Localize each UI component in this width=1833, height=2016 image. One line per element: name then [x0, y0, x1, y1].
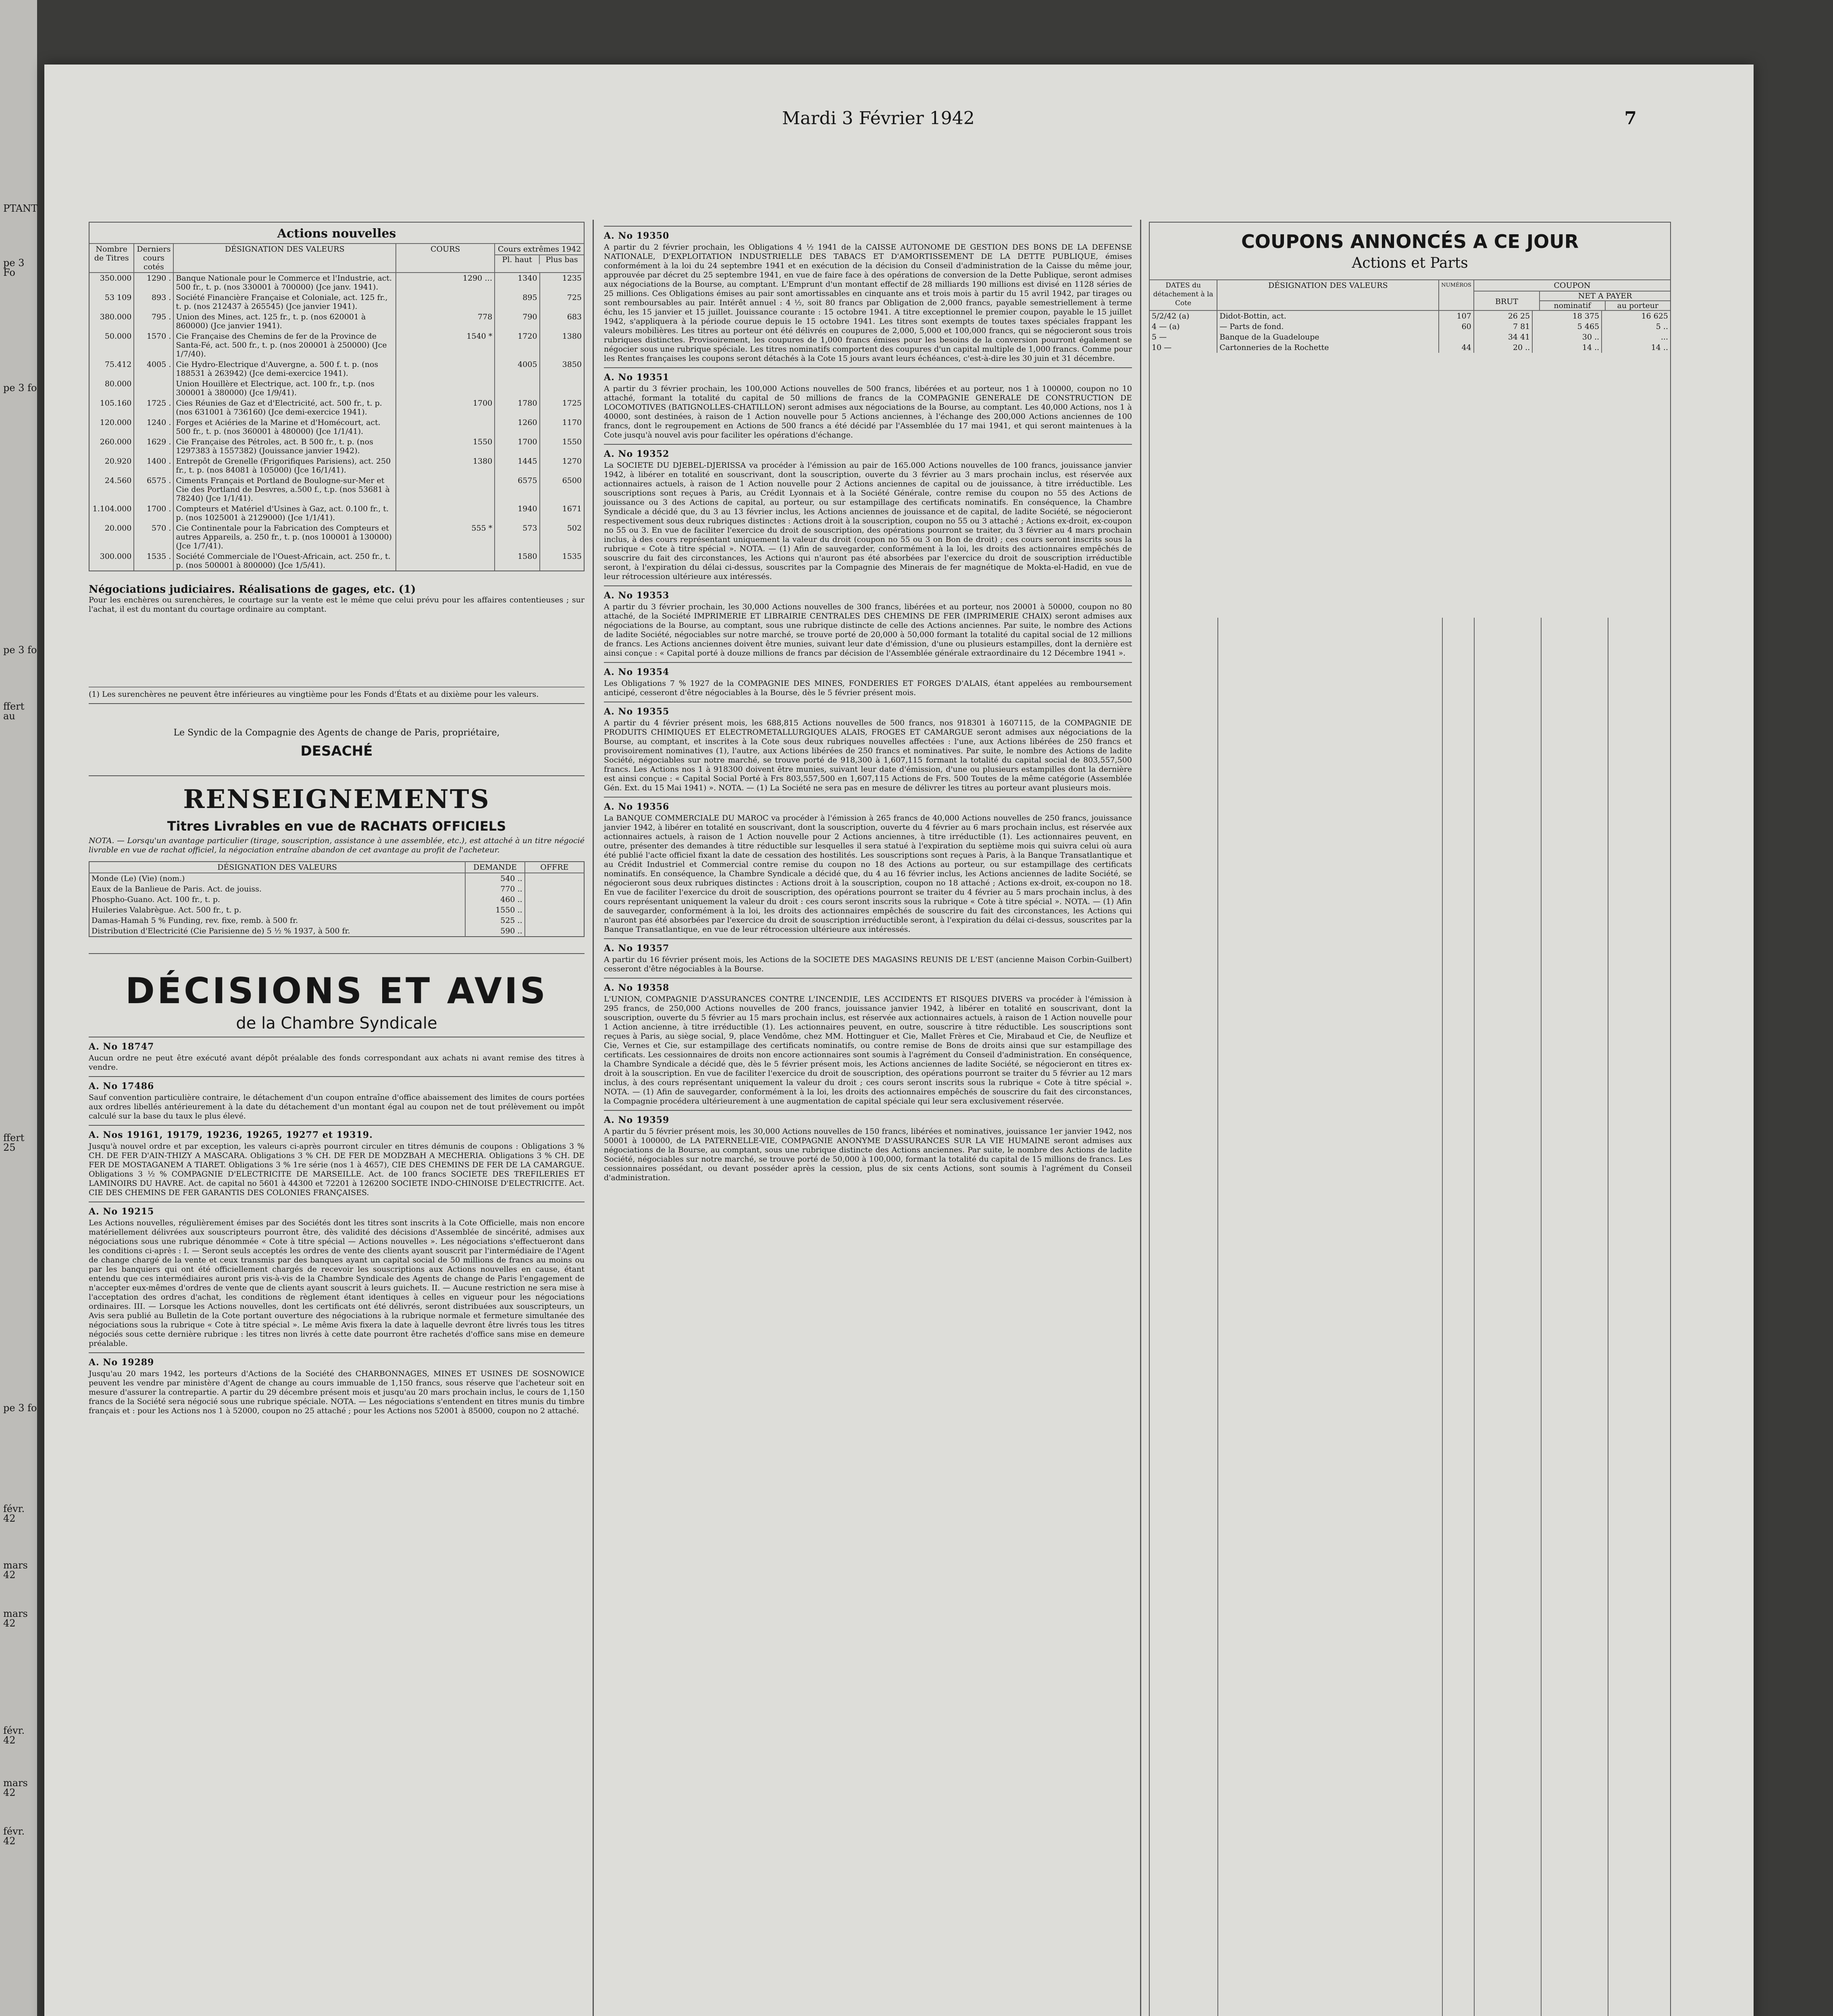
table-row: [89, 273, 584, 292]
notice-reference: A. Nos 19161, 19179, 19236, 19265, 19277 et 19319.: [89, 1130, 373, 1140]
col-header-group: COUPON BRUT NET A PAYER nominatif au porteur: [1474, 280, 1670, 310]
margin-label: pe 3 fo: [3, 644, 37, 656]
notice-item: [604, 938, 1132, 974]
cell-brut: 34 41: [1474, 332, 1532, 342]
cell-designation: Huileries Valabrègue. Act. 500 fr., t. p.: [92, 906, 241, 914]
cell-cours: 1540 *: [396, 331, 495, 359]
cell-dernier: 1290 .: [134, 273, 173, 292]
col-header: COURS: [396, 244, 495, 273]
cell-nombre: 24.560: [104, 476, 132, 485]
margin-label: pe 3 fo: [3, 1402, 37, 1414]
cell-haut: 1580: [495, 551, 539, 571]
cell-dernier: 6575 .: [134, 475, 173, 504]
notice-item: [604, 444, 1132, 581]
cell-porteur: 5 ..: [1602, 321, 1670, 332]
cell-designation: Monde (Le) (Vie) (nom.): [92, 874, 185, 883]
renseignements-section: [89, 784, 585, 937]
notice-item: [604, 367, 1132, 440]
cell-nombre: 80.000: [104, 379, 132, 388]
negociations-text: Pour les enchères ou surenchères, le courtage sur la vente est le même que celui prévu pour les affaires contentieuses ; sur l'achat, il est du montant du courtage ordinaire au comptant.: [89, 596, 585, 614]
notice-text: Jusqu'à nouvel ordre et par exception, les valeurs ci-après pourront circuler en titres démunis de coupons : Obligations 3 % CH. DE FER D'AIN-THIZY A MASCARA. Obligations 3 % CH. DE FER DE MODZBAH A MECHERIA. Obligations 3 % CH. DE FER DE MOSTAGANEM A TIARET. Obligations 3 % 1re série (nos 1 à 4657), CIE DES CHEMINS DE FER DE LA CAMARGUE. Obligations 3 ½ % COMPAGNIE D'ELECTRICITE DE MARSEILLE. Act. de 100 francs SOCIETE DES TREFILERIES ET LAMINOIRS DU HAVRE. Act. de capital no 5601 à 44300 et 72201 à 126200 SOCIETE INDO-CHINOISE D'ELECTRICITE. Act. CIE DES CHEMINS DE FER GARANTIS DES COLONIES FRANÇAISES.: [89, 1142, 585, 1197]
column-right: [1149, 222, 1671, 2016]
cell-porteur: ...: [1602, 332, 1670, 342]
cell-bas: [540, 379, 584, 398]
cell-demande: 770 ..: [465, 884, 524, 894]
notice-item: [89, 1352, 585, 1416]
cell-designation: Phospho-Guano. Act. 100 fr., t. p.: [92, 895, 221, 904]
table-row: [89, 312, 584, 331]
table-row: [89, 873, 584, 884]
table-row: [89, 926, 584, 937]
notice-text: Sauf convention particulière contraire, le détachement d'un coupon entraîne d'office abaissement des limites de cours portées aux ordres libellés antérieurement à la date du détachement d'un montant égal au coupon net de tout prélèvement ou impôt calculé sur la base du taux le plus élevé.: [89, 1093, 585, 1120]
cell-nombre: 120.000: [100, 418, 132, 427]
cell-nombre: 20.000: [104, 524, 132, 533]
cell-cours: [396, 417, 495, 437]
cell-dernier: 1240 .: [134, 417, 173, 437]
notice-reference: A. No 19350: [604, 231, 670, 241]
cell-offre: [525, 884, 584, 894]
table-row: [89, 551, 584, 571]
syndic-name: DESACHÉ: [300, 743, 373, 759]
notice-text: La SOCIETE DU DJEBEL-DJERISSA va procéder à l'émission au pair de 165.000 Actions nouvelles de 100 francs, jouissance janvier 1942, à libérer en totalité en souscrivant, dont la souscription, ouverte du 3 février au 3 mars prochain inclus, est réservée aux actionnaires actuels, à raison de 1 Action nouvelle pour 2 Actions anciennes de capital ou de jouissance, à titre irréductible. Les souscriptions sont reçues à Paris, au Crédit Lyonnais et à la Société Générale, contre remise du coupon no 55 des Actions de jouissance ou 3 des Actions de capital, au porteur, ou sur estampillage des certificats nominatifs. En conséquence, la Chambre Syndicale a décidé que, du 3 au 13 février inclus, les Actions anciennes de jouissance et de capital, de ladite Société, se négocieront respectivement sous deux rubriques distinctes : Actions droit à la souscription, coupon no 55 ou 3 attaché ; Actions ex-droit, ex-coupon no 55 ou 3. En vue de faciliter l'exercice du droit de souscription, des opérations pourront se traiter, du 3 février au 4 mars prochain inclus, à des cours représentant uniquement la valeur du droit (coupon no 55 ou 3 on Bon de droit) ; ces cours seront inscrits sous la rubrique « Cote à titre spécial ». NOTA. — (1) Afin de sauvegarder, conformément à la loi, les droits des actionnaires empêchés de souscrire du fait des circonstances, les Actions qui n'auront pas été absorbées par l'exercice du droit de souscription irréductible seront, à l'expiration du délai ci-dessus, souscrites par la Compagnie des Minerais de fer magnétique de Mokta-el-Hadid, en vue de leur rétrocession ultérieure aux intéressés.: [604, 461, 1132, 581]
cell-offre: [525, 915, 584, 926]
margin-label: ffert 25: [3, 1132, 25, 1153]
cell-nombre: 1.104.000: [92, 504, 132, 513]
margin-label: mars 42: [3, 1608, 28, 1629]
cell-haut: 4005: [495, 359, 539, 379]
cell-offre: [525, 926, 584, 937]
cell-haut: 895: [495, 292, 539, 312]
negociations-footnote: (1) Les surenchères ne peuvent être inférieures au vingtième pour les Fonds d'États et au dixième pour les valeurs.: [89, 687, 585, 699]
previous-page-edge: [0, 0, 37, 2016]
notice-text: A partir du 16 février présent mois, les Actions de la SOCIETE DES MAGASINS REUNIS DE L'EST (ancienne Maison Corbin-Guilbert) cesseront d'être négociables à la Bourse.: [604, 955, 1132, 973]
cell-dernier: 1535 .: [134, 551, 173, 571]
coupons-subtitle: Actions et Parts: [1352, 255, 1468, 271]
coupons-empty-columns: [1150, 618, 1670, 2016]
cell-demande: 1550 ..: [465, 905, 524, 915]
cell-cours: [396, 475, 495, 504]
column-rule: [593, 220, 594, 2016]
cell-bas: 1235: [540, 273, 584, 292]
notice-item: [604, 1110, 1132, 1183]
cell-bas: 1725: [540, 398, 584, 417]
cell-nombre: 300.000: [100, 552, 132, 561]
col-header: Nombre de Titres: [89, 244, 134, 273]
cell-designation: Cie Continentale pour la Fabrication des Compteurs et autres Appareils, a. 250 fr., t. p. (nos 100001 à 130000) (Jce 1/7/41).: [173, 523, 396, 551]
table-row: [89, 523, 584, 551]
notice-text: A partir du 2 février prochain, les Obligations 4 ½ 1941 de la CAISSE AUTONOME DE GESTION DES BONS DE LA DEFENSE NATIONALE, D'EXPLOITATION INDUSTRIELLE DES TABACS ET D'AMORTISSEMENT DE LA DETTE PUBLIQUE, émises conformément à la loi du 24 septembre 1941 et en exécution de la décision du Conseil d'administration de la Caisse du même jour, approuvée par décret du 25 septembre 1941, en vue de faire face à des opérations de conversion de la Dette Publique, seront admises aux négociations de la Bourse, au comptant. L'Emprunt d'un montant effectif de 28 milliards 190 millions est divisé en 1128 séries de 25 millions. Ces Obligations émises au pair sont amortissables en cinquante ans et trois mois à partir du 15 avril 1942, par tirages ou sont remboursables au pair. Intérêt annuel : 4 ½, soit 80 francs par Obligation de 2,000 francs, payable semestriellement à terme échu, les 15 janvier et 15 juillet. Jouissance courante : 15 octobre 1941. A titre exceptionnel le premier coupon, payable le 15 juillet 1942, s'appliquera à la période courue depuis le 15 octobre 1941. Les titres sont exempts de toutes taxes spéciales frappant les valeurs mobilières. Les titres au porteur ont été délivrés en coupures de 2,000, 5,000 et 100,000 francs, qui se négocieront sous trois rubriques distinctes. Provisoirement, les coupures de 1,000 francs émises pour les besoins de la conversion pourront également se négocier sous une rubrique spéciale. Les titres nominatifs comportent des coupures d'un capital multiple de 1,000 francs. Comme pour les Rentes françaises les coupons seront détachés à la Cote 15 jours avant leurs échéances, c'est-à-dire les 30 juin et 31 décembre.: [604, 243, 1132, 363]
notice-item: [89, 1202, 585, 1348]
margin-label: pe 3 Fo: [3, 257, 25, 278]
table-row: [1150, 342, 1670, 353]
page-header: [605, 108, 1637, 132]
notice-reference: A. No 19355: [604, 706, 670, 717]
table-row: [89, 894, 584, 905]
notice-item: [604, 702, 1132, 793]
cell-dernier: 1629 .: [134, 437, 173, 456]
notice-reference: A. No 19358: [604, 983, 670, 993]
cell-bas: 1550: [540, 437, 584, 456]
renseignements-subtitle: Titres Livrables en vue de RACHATS OFFICIELS: [167, 818, 506, 834]
table-row: [89, 915, 584, 926]
col-header: DEMANDE: [465, 862, 524, 873]
cell-nominatif: 5 465: [1532, 321, 1602, 332]
col-header-group: Cours extrêmes 1942 Pl. haut Plus bas: [495, 244, 584, 273]
margin-label: févr. 42: [3, 1503, 25, 1524]
cell-haut: 1940: [495, 504, 539, 523]
rachats-table: [89, 861, 585, 937]
cell-nombre: 50.000: [104, 332, 132, 341]
notice-item: [604, 662, 1132, 698]
cell-haut: 1780: [495, 398, 539, 417]
cell-bas: 1270: [540, 456, 584, 475]
notice-text: A partir du 3 février prochain, les 30,000 Actions nouvelles de 300 francs, libérées et au porteur, nos 20001 à 50000, coupon no 80 attaché, de la Société IMPRIMERIE ET LIBRAIRIE CENTRALES DES CHEMINS DE FER (IMPRIMERIE CHAIX) seront admises aux négociations de la Bourse, au comptant, sous une rubrique distincte de celle des Actions anciennes. Par suite, le nombre des Actions de ladite Société, négociables sur notre marché, se trouve porté de 20,000 à 50,000 formant la totalité du capital social de 12 millions de francs. Les Actions anciennes doivent être munies, suivant leur date d'émission, d'une ou plusieurs estampilles, dont la dernière est ainsi conçue : « Capital porté à douze millions de francs par décision de l'Assemblée générale extraordinaire du 12 Décembre 1941 ».: [604, 602, 1132, 658]
notice-text: A partir du 4 février présent mois, les 688,815 Actions nouvelles de 500 francs, nos 918301 à 1607115, de la COMPAGNIE DE PRODUITS CHIMIQUES ET ELECTROMETALLURGIQUES ALAIS, FROGES ET CAMARGUE seront admises aux négociations de la Bourse, au comptant, et inscrites à la Cote sous deux rubriques nouvelles affectées : l'une, aux Actions libérées de 250 francs et provisoirement nominatives (1), l'autre, aux Actions libérées de 250 francs et nominatives. Par suite, le nombre des Actions de ladite Société, négociables sur notre marché, se trouve porté de 918,300 à 1,607,115 formant la totalité du capital social de 803,557,500 francs. Les Actions nos 1 à 918300 doivent être munies, suivant leur date d'émission, d'une ou plusieurs estampilles dont la dernière est ainsi conçue : « Capital Social Porté à Frs 803,557,500 en 1,607,115 Actions de Frs. 500 Toutes de la même catégorie (Assemblée Gén. Ext. du 15 Mai 1941) ». NOTA. — (1) La Société ne sera pas en mesure de délivrer les titres au porteur avant plusieurs mois.: [604, 719, 1132, 792]
column-middle: [604, 222, 1132, 2016]
col-header: DÉSIGNATION DES VALEURS: [89, 862, 465, 873]
cell-cours: [396, 551, 495, 571]
col-header: OFFRE: [525, 862, 584, 873]
notice-reference: A. No 19289: [89, 1357, 154, 1368]
cell-nominatif: 30 ..: [1532, 332, 1602, 342]
notice-reference: A. No 19353: [604, 590, 670, 601]
table-row: [89, 359, 584, 379]
cell-haut: 1340: [495, 273, 539, 292]
table-row: [89, 417, 584, 437]
notice-item: [604, 978, 1132, 1106]
cell-bas: 6500: [540, 475, 584, 504]
cell-cours: 1290 …: [396, 273, 495, 292]
cell-offre: [525, 905, 584, 915]
cell-designation: Cie Hydro-Electrique d'Auvergne, a. 500 f. t. p. (nos 188531 à 263942) (Jce demi-exercice 1941).: [173, 359, 396, 379]
page-number: 7: [1624, 108, 1637, 129]
cell-designation: Cie Française des Chemins de fer de la Province de Santa-Fé, act. 500 fr., t. p. (nos 200001 à 250000) (Jce 1/7/40).: [173, 331, 396, 359]
actions-nouvelles-title: Actions nouvelles: [277, 227, 396, 241]
cell-designation: Banque Nationale pour le Commerce et l'Industrie, act. 500 fr., t. p. (nos 330001 à 700000) (Jce janv. 1941).: [173, 273, 396, 292]
notice-item: [604, 797, 1132, 934]
cell-bas: 502: [540, 523, 584, 551]
renseignements-note: NOTA. — Lorsqu'un avantage particulier (tirage, souscription, assistance à une assemblée, etc.), est attaché à un titre négocié livrable en vue de rachat officiel, la négociation entraîne abandon de cet avantage au profit de l'acheteur.: [89, 836, 585, 854]
margin-label: mars 42: [3, 1777, 28, 1798]
margin-label: PTANT: [3, 203, 38, 214]
notice-item: [89, 1125, 585, 1198]
cell-cours: 778: [396, 312, 495, 331]
cell-designation: Cartonneries de la Rochette: [1217, 342, 1439, 353]
issue-date: Mardi 3 Février 1942: [782, 108, 975, 129]
cell-bas: 1535: [540, 551, 584, 571]
cell-designation: Entrepôt de Grenelle (Frigorifiques Parisiens), act. 250 fr., t. p. (nos 84081 à 105000) (Jce 16/1/41).: [173, 456, 396, 475]
cell-bas: 683: [540, 312, 584, 331]
cell-designation: Union Houillère et Electrique, act. 100 fr., t.p. (nos 300001 à 380000) (Jce 1/9/41).: [173, 379, 396, 398]
cell-nominatif: 18 375: [1532, 310, 1602, 321]
cell-demande: 540 ..: [465, 873, 524, 884]
cell-bas: 725: [540, 292, 584, 312]
decisions-subtitle: de la Chambre Syndicale: [236, 1014, 437, 1033]
cell-numero: 60: [1439, 321, 1473, 332]
cell-haut: 6575: [495, 475, 539, 504]
cell-nombre: 53 109: [104, 293, 132, 302]
col-header: DÉSIGNATION DES VALEURS: [173, 244, 396, 273]
cell-designation: — Parts de fond.: [1217, 321, 1439, 332]
table-row: [89, 504, 584, 523]
table-row: [1150, 332, 1670, 342]
cell-designation: Cies Réunies de Gaz et d'Electricité, act. 500 fr., t. p. (nos 631001 à 736160) (Jce demi-exercice 1941).: [173, 398, 396, 417]
negociations-title: Négociations judiciaires. Réalisations de gages, etc. (1): [89, 583, 416, 596]
cell-cours: 1550: [396, 437, 495, 456]
notice-reference: A. No 19354: [604, 667, 670, 677]
cell-designation: Société Financière Française et Coloniale, act. 125 fr., t. p. (nos 212437 à 265545) (Jce janvier 1941).: [173, 292, 396, 312]
coupons-box: [1149, 222, 1671, 2016]
col-header: DÉSIGNATION DES VALEURS: [1217, 280, 1439, 310]
cell-bas: 3850: [540, 359, 584, 379]
cell-haut: 1700: [495, 437, 539, 456]
table-row: [89, 398, 584, 417]
margin-label: mars 42: [3, 1560, 28, 1581]
cell-cours: [396, 359, 495, 379]
cell-brut: 7 81: [1474, 321, 1532, 332]
margin-label: févr. 42: [3, 1725, 25, 1746]
column-rule: [1140, 220, 1141, 2016]
cell-designation: Union des Mines, act. 125 fr., t. p. (nos 620001 à 860000) (Jce janvier 1941).: [173, 312, 396, 331]
table-row: [1150, 321, 1670, 332]
cell-designation: Cie Française des Pétroles, act. B 500 fr., t. p. (nos 1297383 à 1557382) (Jouissance janvier 1942).: [173, 437, 396, 456]
cell-dernier: 1400 .: [134, 456, 173, 475]
cell-dernier: 1570 .: [134, 331, 173, 359]
notice-reference: A. No 19359: [604, 1115, 670, 1125]
cell-haut: 1260: [495, 417, 539, 437]
notice-reference: A. No 19352: [604, 449, 670, 459]
actions-nouvelles-table: [89, 243, 584, 571]
notice-reference: A. No 18747: [89, 1041, 154, 1052]
renseignements-title: RENSEIGNEMENTS: [183, 784, 490, 814]
notice-text: Jusqu'au 20 mars 1942, les porteurs d'Actions de la Société des CHARBONNAGES, MINES ET USINES DE SOSNOWICE peuvent les vendre par ministère d'Agent de change au cours immuable de 1,150 francs, sous réserve que l'acheteur soit en mesure d'assurer la contrepartie. A partir du 29 décembre présent mois et jusqu'au 20 mars prochain inclus, le cours de 1,150 francs de la Société sera négocié sous une rubrique spéciale. NOTA. — Les négociations s'entendent en titres munis du timbre français et : pour les Actions nos 1 à 52000, coupon no 25 attaché ; pour les Actions nos 52001 à 85000, coupon no 2 attaché.: [89, 1369, 585, 1415]
decisions-title: DÉCISIONS ET AVIS: [125, 970, 548, 1012]
notice-item: [89, 1037, 585, 1072]
col-header: DATES du détachement à la Cote: [1150, 280, 1217, 310]
notice-item: [89, 1076, 585, 1121]
cell-brut: 26 25: [1474, 310, 1532, 321]
cell-numero: 44: [1439, 342, 1473, 353]
cell-dernier: 795 .: [134, 312, 173, 331]
column-left: [89, 222, 585, 2016]
margin-label: pe 3 fo: [3, 382, 37, 394]
cell-haut: 573: [495, 523, 539, 551]
cell-dernier: 4005 .: [134, 359, 173, 379]
cell-haut: 1445: [495, 456, 539, 475]
cell-date: 4 — (a): [1152, 322, 1180, 331]
cell-designation: Compteurs et Matériel d'Usines à Gaz, act. 0.100 fr., t. p. (nos 1025001 à 2129000) (Jce 1/1/41).: [173, 504, 396, 523]
actions-nouvelles-box: [89, 222, 585, 571]
cell-numero: 107: [1439, 310, 1473, 321]
coupons-table: [1150, 279, 1670, 353]
col-header: Derniers cours cotés: [134, 244, 173, 273]
cell-designation: Société Commerciale de l'Ouest-Africain, act. 250 fr., t. p. (nos 500001 à 800000) (Jce 1/5/41).: [173, 551, 396, 571]
col-header: NUMÉROS: [1439, 280, 1473, 310]
cell-cours: [396, 379, 495, 398]
negociations-section: [89, 583, 585, 699]
table-row: [89, 884, 584, 894]
notice-text: La BANQUE COMMERCIALE DU MAROC va procéder à l'émission à 265 francs de 40,000 Actions nouvelles de 250 francs, jouissance janvier 1942, à libérer en totalité en souscrivant, dont la souscription, ouverte du 4 février au 6 mars prochain inclus, est réservée aux actionnaires actuels, à raison de 1 Action nouvelle pour 2 Actions anciennes, à titre irréductible (1). Les actionnaires peuvent, en outre, présenter des demandes à titre réductible sur lesquelles il sera statué à l'expiration du septième mois qui suivra celui où aura été publié l'acte officiel fixant la date de cessation des hostilités. Les souscriptions sont reçues à Paris, à la Banque Transatlantique et au Crédit Industriel et Commercial contre remise du coupon no 18 des Actions au porteur, ou sur estampillage des certificats nominatifs. En conséquence, la Chambre Syndicale a décidé que, du 4 au 16 février inclus, les Actions anciennes de ladite Société, se négocieront sous deux rubriques distinctes : Actions droit à la souscription, coupon no 18 attaché ; Actions ex-droit, ex-coupon no 18. En vue de faciliter l'exercice du droit de souscription, des opérations pourront se traiter du 4 février au 5 mars prochain inclus, à des cours représentant uniquement la valeur du droit : ces cours seront inscrits sous la rubrique « Cote à titre spécial ». NOTA. — (1) Afin de sauvegarder, conformément à la loi, les droits des actionnaires empêchés de souscrire du fait des circonstances, les Actions qui n'auront pas été absorbées par l'exercice du droit de souscription irréductible seront, à l'expiration du délai ci-dessus, souscrites par la Banque Transatlantique, en vue de leur rétrocession ultérieure aux intéressés.: [604, 814, 1132, 934]
cell-haut: [495, 379, 539, 398]
table-row: [89, 292, 584, 312]
table-row: [89, 437, 584, 456]
notice-text: Aucun ordre ne peut être exécuté avant dépôt préalable des fonds correspondant aux achats ni avant remise des titres à vendre.: [89, 1054, 585, 1072]
syndic-text: Le Syndic de la Compagnie des Agents de change de Paris, propriétaire,: [173, 728, 500, 738]
cell-cours: 1380: [396, 456, 495, 475]
notice-reference: A. No 17486: [89, 1081, 154, 1091]
cell-dernier: 893 .: [134, 292, 173, 312]
cell-dernier: 570 .: [134, 523, 173, 551]
cell-designation: Eaux de la Banlieue de Paris. Act. de jouiss.: [92, 885, 262, 893]
cell-bas: 1170: [540, 417, 584, 437]
table-row: [1150, 310, 1670, 321]
notice-item: [604, 585, 1132, 658]
cell-demande: 460 ..: [465, 894, 524, 905]
notice-text: Les Obligations 7 % 1927 de la COMPAGNIE DES MINES, FONDERIES ET FORGES D'ALAIS, étant appelées au remboursement anticipé, cesseront d'être négociables à la Bourse, dès le 5 février présent mois.: [604, 679, 1132, 697]
notice-text: A partir du 3 février prochain, les 100,000 Actions nouvelles de 500 francs, libérées et au porteur, nos 1 à 100000, coupon no 10 attaché, formant la totalité du capital de 50 millions de francs de la COMPAGNIE GENERALE DE CONSTRUCTION DE LOCOMOTIVES (BATIGNOLLES-CHATILLON) seront admises aux négociations de la Bourse, au comptant. Les 40,000 Actions, nos 1 à 40000, sont destinées, à raison de 1 Action nouvelle pour 5 Actions anciennes, à l'échange des 200,000 Actions anciennes de 100 francs, dont le regroupement en Actions de 500 francs a été décidé par l'Assemblée du 17 mai 1941, et qui seront maintenues à la Cote jusqu'à nouvel avis pour faciliter les opérations d'échange.: [604, 384, 1132, 439]
coupons-title: COUPONS ANNONCÉS A CE JOUR: [1241, 231, 1579, 252]
cell-cours: [396, 504, 495, 523]
notice-item: [604, 226, 1132, 363]
cell-demande: 590 ..: [465, 926, 524, 937]
cell-offre: [525, 894, 584, 905]
notice-text: A partir du 5 février présent mois, les 30,000 Actions nouvelles de 150 francs, libérées et nominatives, jouissance 1er janvier 1942, nos 50001 à 100000, de LA PATERNELLE-VIE, COMPAGNIE ANONYME D'ASSURANCES SUR LA VIE HUMAINE seront admises aux négociations de la Bourse, au comptant, sous une rubrique distincte des Actions anciennes. Par suite, le nombre des Actions de ladite Société, négociables sur notre marché, se trouve porté de 50,000 à 100,000, formant la totalité du capital de 15 millions de francs. Les cessionnaires possédant, ou devant posséder après la cession, plus de six cents Actions, sont soumis à l'agrément du Conseil d'administration.: [604, 1127, 1132, 1182]
cell-designation: Banque de la Guadeloupe: [1217, 332, 1439, 342]
notice-text: Les Actions nouvelles, régulièrement émises par des Sociétés dont les titres sont inscrits à la Cote Officielle, mais non encore matériellement délivrées aux souscripteurs pourront être, dès validité des décisions d'Assemblée de sincérité, admises aux négociations sous une rubrique dénommée « Cote à titre spécial — Actions nouvelles ». Les négociations s'effectueront dans les conditions ci-après : I. — Seront seuls acceptés les ordres de vente des clients ayant souscrit par l'intermédiaire de l'Agent de change chargé de la vente et ceux transmis par des banques ayant un capital social de 50 millions de francs au moins ou par les banquiers qui ont été officiellement chargés de recevoir les souscriptions aux Actions nouvelles en cause, étant entendu que ces intermédiaires auront pris vis-à-vis de la Chambre Syndicale des Agents de change de Paris l'engagement de n'accepter eux-mêmes d'ordres de vente que de clients ayant souscrit à leurs guichets. II. — Aucune restriction ne sera mise à l'acceptation des ordres d'achat, les conditions de règlement étant identiques à celles en vigueur pour les négociations ordinaires. III. — Lorsque les Actions nouvelles, dont les certificats ont été délivrés, seront distribuées aux souscripteurs, un Avis sera publié au Bulletin de la Cote portant ouverture des négociations à la rubrique normale et fermeture simultanée des négociations sous la rubrique « Cote à titre spécial ». Le même Avis fixera la date à laquelle devront être livrés tous les titres négociés sous cette dernière rubrique : les titres non livrés à cette date pourront être rachetés d'office sans mise en demeure préalable.: [89, 1218, 585, 1348]
cell-bas: 1671: [540, 504, 584, 523]
table-row: [89, 331, 584, 359]
cell-nombre: 380.000: [100, 312, 132, 321]
notice-reference: A. No 19356: [604, 802, 670, 812]
cell-date: 5 —: [1152, 333, 1167, 342]
table-row: [89, 475, 584, 504]
cell-cours: 1700: [396, 398, 495, 417]
cell-porteur: 16 625: [1602, 310, 1670, 321]
cell-numero: [1439, 332, 1473, 342]
margin-label: févr. 42: [3, 1826, 25, 1847]
table-row: [89, 456, 584, 475]
margin-label: ffert au: [3, 701, 25, 722]
cell-designation: Ciments Français et Portland de Boulogne-sur-Mer et Cie des Portland de Desvres, a.500 f., t.p. (nos 53681 à 78240) (Jce 1/1/41).: [173, 475, 396, 504]
cell-demande: 525 ..: [465, 915, 524, 926]
cell-dernier: 1725 .: [134, 398, 173, 417]
cell-designation: Didot-Bottin, act.: [1217, 310, 1439, 321]
cell-haut: 790: [495, 312, 539, 331]
cell-porteur: 14 ..: [1602, 342, 1670, 353]
cell-nombre: 260.000: [100, 437, 132, 446]
decisions-section: [89, 970, 585, 1416]
cell-cours: [396, 292, 495, 312]
cell-nombre: 105.160: [100, 399, 132, 408]
cell-designation: Forges et Aciéries de la Marine et d'Homécourt, act. 500 fr., t. p. (nos 360001 à 480000) (Jce 1/1/41).: [173, 417, 396, 437]
table-row: [89, 905, 584, 915]
cell-dernier: [134, 379, 173, 398]
cell-brut: 20 ..: [1474, 342, 1532, 353]
cell-dernier: 1700 .: [134, 504, 173, 523]
cell-date: 10 —: [1152, 343, 1172, 352]
notice-reference: A. No 19357: [604, 943, 670, 954]
table-row: [89, 379, 584, 398]
cell-designation: Damas-Hamah 5 % Funding, rev. fixe, remb. à 500 fr.: [92, 916, 298, 925]
notice-text: L'UNION, COMPAGNIE D'ASSURANCES CONTRE L'INCENDIE, LES ACCIDENTS ET RISQUES DIVERS va procéder à l'émission à 295 francs, de 250,000 Actions nouvelles de 200 francs, jouissance janvier 1942, à libérer en totalité en souscrivant, dont la souscription, ouverte du 5 février au 15 mars prochain inclus, est réservée aux actionnaires actuels, à raison de 1 Action nouvelle pour 1 Action ancienne, à titre irréductible (1). Les actionnaires peuvent, en outre, souscrire à titre réductible. Les souscriptions sont reçues à Paris, au siège social, 9, place Vendôme, chez MM. Hottinguer et Cie, Mallet Frères et Cie, Mirabaud et Cie, de Neuflize et Cie, Vernes et Cie, sur estampillage des certificats nominatifs, ou contre remise de Bons de droits ainsi que sur estampillage des certificats. Les cessionnaires de droits non encore actionnaires sont soumis à l'agrément du Conseil d'administration. En conséquence, la Chambre Syndicale a décidé que, dès le 5 février présent mois, les Actions anciennes de ladite Société, se négocieront en titres ex-droit à la souscription. En vue de faciliter l'exercice du droit de souscription, des opérations pourront se traiter du 5 février au 12 mars inclus, à des cours représentant uniquement la valeur du droit ; ces cours seront inscrits sous la rubrique « Cote à titre spécial ». NOTA. — (1) Afin de sauvegarder, conformément à la loi, les droits des actionnaires empêchés de souscrire du fait des circonstances, la Compagnie procédera ultérieurement à une augmentation de capital spéciale qui leur sera exclusivement réservée.: [604, 995, 1132, 1106]
cell-nombre: 20.920: [104, 457, 132, 466]
notice-reference: A. No 19215: [89, 1206, 154, 1217]
cell-haut: 1720: [495, 331, 539, 359]
cell-designation: Distribution d'Electricité (Cie Parisienne de) 5 ½ % 1937, à 500 fr.: [92, 927, 350, 935]
cell-offre: [525, 873, 584, 884]
cell-bas: 1380: [540, 331, 584, 359]
cell-date: 5/2/42 (a): [1152, 312, 1190, 321]
cell-cours: 555 *: [396, 523, 495, 551]
notice-reference: A. No 19351: [604, 372, 670, 383]
cell-nombre: 75.412: [104, 360, 132, 369]
cell-nombre: 350.000: [100, 274, 132, 283]
cell-nominatif: 14 ..: [1532, 342, 1602, 353]
